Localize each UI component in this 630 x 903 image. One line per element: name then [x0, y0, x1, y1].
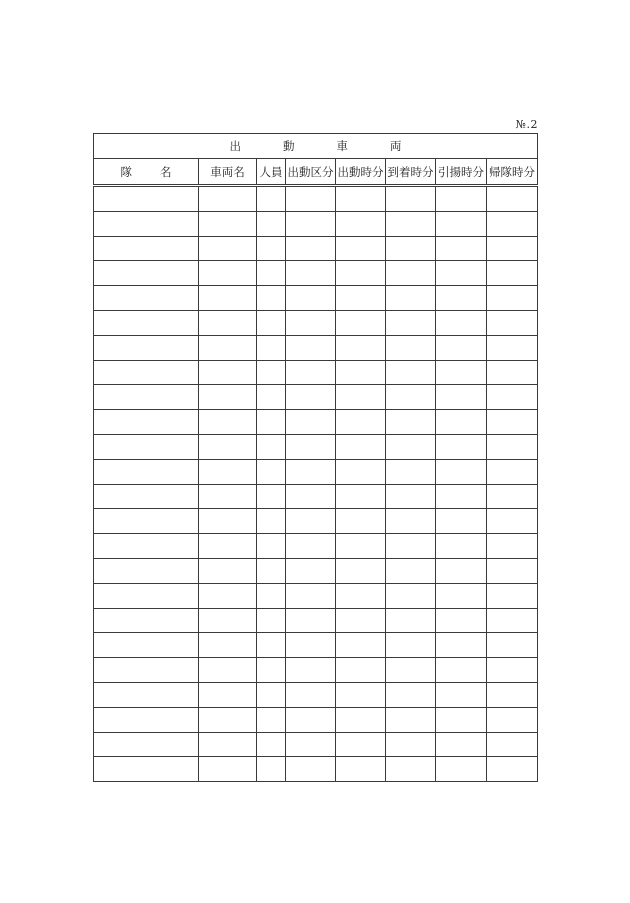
- table-cell: [436, 360, 487, 385]
- table-cell: [257, 558, 286, 583]
- table-cell: [94, 459, 199, 484]
- table-cell: [336, 360, 386, 385]
- table-cell: [257, 682, 286, 707]
- table-cell: [336, 186, 386, 212]
- table-cell: [286, 434, 336, 459]
- table-cell: [94, 509, 199, 534]
- table-cell: [94, 360, 199, 385]
- table-cell: [199, 757, 257, 782]
- table-cell: [436, 558, 487, 583]
- table-cell: [257, 434, 286, 459]
- table-cell: [386, 757, 436, 782]
- table-cell: [487, 261, 538, 286]
- title-char: 動: [283, 139, 295, 153]
- table-cell: [436, 385, 487, 410]
- table-cell: [487, 509, 538, 534]
- table-cell: [199, 583, 257, 608]
- table-row: [94, 261, 538, 286]
- table-cell: [336, 509, 386, 534]
- table-cell: [487, 286, 538, 311]
- table-cell: [257, 360, 286, 385]
- table-cell: [94, 633, 199, 658]
- table-cell: [199, 658, 257, 683]
- table-cell: [286, 484, 336, 509]
- table-cell: [257, 410, 286, 435]
- table-cell: [199, 335, 257, 360]
- table-cell: [257, 583, 286, 608]
- table-cell: [286, 410, 336, 435]
- table-cell: [487, 434, 538, 459]
- table-cell: [386, 360, 436, 385]
- table-cell: [94, 211, 199, 236]
- title-char: 出: [229, 139, 241, 153]
- table-cell: [94, 707, 199, 732]
- table-cell: [487, 335, 538, 360]
- table-row: [94, 385, 538, 410]
- table-cell: [94, 286, 199, 311]
- table-cell: [386, 732, 436, 757]
- table-cell: [487, 658, 538, 683]
- table-cell: [336, 707, 386, 732]
- table-row: [94, 509, 538, 534]
- table-title: [94, 134, 538, 159]
- table-cell: [487, 410, 538, 435]
- table-row: [94, 707, 538, 732]
- table-cell: [257, 310, 286, 335]
- table-cell: [286, 732, 336, 757]
- table-cell: [199, 434, 257, 459]
- title-char: 車: [336, 139, 348, 153]
- table-cell: [199, 509, 257, 534]
- table-cell: [336, 682, 386, 707]
- table-cell: [386, 484, 436, 509]
- table-cell: [487, 682, 538, 707]
- table-cell: [286, 211, 336, 236]
- table-cell: [336, 211, 386, 236]
- table-cell: [336, 459, 386, 484]
- table-cell: [487, 583, 538, 608]
- table-row: [94, 410, 538, 435]
- table-cell: [94, 682, 199, 707]
- table-row: [94, 434, 538, 459]
- table-cell: [487, 534, 538, 559]
- table-cell: [436, 658, 487, 683]
- table-cell: [257, 335, 286, 360]
- table-row: [94, 558, 538, 583]
- table-cell: [199, 310, 257, 335]
- column-header-personnel: 人員: [257, 159, 286, 186]
- column-header-withdrawal-time: 引揚時分: [436, 159, 487, 186]
- table-cell: [94, 385, 199, 410]
- table-cell: [286, 633, 336, 658]
- table-row: [94, 534, 538, 559]
- table-cell: [487, 633, 538, 658]
- column-header-vehicle-name: 車両名: [199, 159, 257, 186]
- table-cell: [286, 509, 336, 534]
- table-cell: [436, 608, 487, 633]
- table-cell: [286, 310, 336, 335]
- table-cell: [286, 186, 336, 212]
- table-cell: [94, 434, 199, 459]
- table-cell: [386, 186, 436, 212]
- table-row: [94, 459, 538, 484]
- table-cell: [436, 484, 487, 509]
- header-char: 名: [160, 164, 172, 179]
- table-cell: [436, 434, 487, 459]
- table-cell: [257, 757, 286, 782]
- table-row: [94, 310, 538, 335]
- column-header-dispatch-type: 出動区分: [286, 159, 336, 186]
- table-cell: [257, 608, 286, 633]
- table-cell: [199, 633, 257, 658]
- table-cell: [94, 335, 199, 360]
- table-cell: [94, 484, 199, 509]
- column-header-team-name: [94, 159, 199, 186]
- table-cell: [257, 633, 286, 658]
- table-cell: [336, 335, 386, 360]
- table-cell: [436, 286, 487, 311]
- table-cell: [436, 459, 487, 484]
- table-cell: [286, 261, 336, 286]
- table-cell: [336, 286, 386, 311]
- table-cell: [386, 509, 436, 534]
- table-cell: [286, 236, 336, 261]
- table-cell: [336, 484, 386, 509]
- table-cell: [336, 434, 386, 459]
- table-cell: [286, 534, 336, 559]
- title-char: 両: [390, 139, 402, 153]
- table-cell: [199, 459, 257, 484]
- table-cell: [487, 211, 538, 236]
- table-row: [94, 335, 538, 360]
- table-row: [94, 732, 538, 757]
- table-cell: [94, 558, 199, 583]
- table-cell: [286, 459, 336, 484]
- table-cell: [286, 360, 336, 385]
- table-cell: [257, 186, 286, 212]
- table-cell: [336, 608, 386, 633]
- table-cell: [94, 757, 199, 782]
- table-cell: [487, 385, 538, 410]
- table-cell: [436, 707, 487, 732]
- table-cell: [386, 236, 436, 261]
- table-cell: [94, 732, 199, 757]
- table-cell: [94, 261, 199, 286]
- table-cell: [487, 310, 538, 335]
- table-cell: [336, 410, 386, 435]
- table-cell: [386, 534, 436, 559]
- table-cell: [336, 633, 386, 658]
- table-cell: [487, 186, 538, 212]
- table-cell: [199, 682, 257, 707]
- table-cell: [257, 732, 286, 757]
- table-cell: [336, 534, 386, 559]
- table-cell: [199, 385, 257, 410]
- table-cell: [386, 286, 436, 311]
- table-cell: [257, 236, 286, 261]
- table-cell: [199, 286, 257, 311]
- table-cell: [386, 633, 436, 658]
- table-cell: [436, 509, 487, 534]
- table-cell: [336, 732, 386, 757]
- table-cell: [199, 236, 257, 261]
- table-cell: [487, 732, 538, 757]
- table-cell: [257, 707, 286, 732]
- table-cell: [199, 558, 257, 583]
- table-cell: [286, 682, 336, 707]
- header-char: 隊: [120, 164, 132, 179]
- table-cell: [336, 658, 386, 683]
- table-cell: [386, 211, 436, 236]
- table-row: [94, 186, 538, 212]
- table-cell: [286, 707, 336, 732]
- table-cell: [436, 732, 487, 757]
- table-cell: [257, 509, 286, 534]
- table-cell: [436, 211, 487, 236]
- table-cell: [336, 236, 386, 261]
- dispatch-vehicle-table: [93, 133, 538, 782]
- table-cell: [94, 310, 199, 335]
- table-cell: [286, 335, 336, 360]
- table-cell: [487, 236, 538, 261]
- table-cell: [286, 658, 336, 683]
- table-cell: [199, 186, 257, 212]
- table-cell: [199, 534, 257, 559]
- table-cell: [336, 558, 386, 583]
- table-row: [94, 633, 538, 658]
- table-cell: [94, 236, 199, 261]
- table-cell: [286, 286, 336, 311]
- table-cell: [199, 608, 257, 633]
- table-cell: [436, 310, 487, 335]
- table-cell: [436, 534, 487, 559]
- table-cell: [199, 261, 257, 286]
- table-cell: [257, 534, 286, 559]
- table-cell: [94, 186, 199, 212]
- table-cell: [199, 360, 257, 385]
- table-cell: [257, 385, 286, 410]
- column-header-return-time: 帰隊時分: [487, 159, 538, 186]
- table-row: [94, 682, 538, 707]
- table-cell: [436, 633, 487, 658]
- table-cell: [199, 410, 257, 435]
- table-cell: [436, 583, 487, 608]
- column-header-arrival-time: 到着時分: [386, 159, 436, 186]
- table-row: [94, 211, 538, 236]
- table-cell: [286, 558, 336, 583]
- table-cell: [286, 583, 336, 608]
- table-cell: [386, 608, 436, 633]
- table-cell: [386, 385, 436, 410]
- table-cell: [487, 558, 538, 583]
- table-cell: [386, 261, 436, 286]
- table-cell: [336, 757, 386, 782]
- table-cell: [386, 558, 436, 583]
- table-cell: [487, 757, 538, 782]
- table-cell: [386, 658, 436, 683]
- table-cell: [94, 534, 199, 559]
- table-cell: [487, 360, 538, 385]
- table-cell: [487, 484, 538, 509]
- table-cell: [257, 261, 286, 286]
- table-cell: [436, 335, 487, 360]
- table-cell: [94, 583, 199, 608]
- table-row: [94, 360, 538, 385]
- table-cell: [487, 707, 538, 732]
- table-cell: [436, 410, 487, 435]
- table-cell: [386, 459, 436, 484]
- table-cell: [386, 583, 436, 608]
- table-cell: [386, 310, 436, 335]
- table-row: [94, 236, 538, 261]
- table-cell: [336, 310, 386, 335]
- table-cell: [436, 236, 487, 261]
- table-cell: [436, 261, 487, 286]
- table-cell: [487, 459, 538, 484]
- table-cell: [336, 385, 386, 410]
- table-cell: [386, 682, 436, 707]
- table-cell: [199, 732, 257, 757]
- table-cell: [257, 286, 286, 311]
- table-cell: [336, 583, 386, 608]
- table-cell: [436, 186, 487, 212]
- table-row: [94, 484, 538, 509]
- table-cell: [436, 757, 487, 782]
- table-cell: [386, 434, 436, 459]
- table-row: [94, 658, 538, 683]
- table-cell: [386, 707, 436, 732]
- table-cell: [286, 385, 336, 410]
- table-row: [94, 757, 538, 782]
- table-cell: [257, 211, 286, 236]
- table-cell: [487, 608, 538, 633]
- table-cell: [286, 757, 336, 782]
- table-cell: [386, 410, 436, 435]
- table-cell: [199, 707, 257, 732]
- table-cell: [199, 484, 257, 509]
- table-row: [94, 608, 538, 633]
- table-cell: [436, 682, 487, 707]
- table-cell: [386, 335, 436, 360]
- column-header-dispatch-time: 出動時分: [336, 159, 386, 186]
- table-cell: [336, 261, 386, 286]
- table-row: [94, 286, 538, 311]
- table-cell: [257, 484, 286, 509]
- table-cell: [257, 459, 286, 484]
- table-cell: [199, 211, 257, 236]
- table-row: [94, 583, 538, 608]
- table-cell: [94, 608, 199, 633]
- table-cell: [257, 658, 286, 683]
- table-cell: [94, 410, 199, 435]
- table-cell: [94, 658, 199, 683]
- table-cell: [286, 608, 336, 633]
- page-number: №.2: [515, 118, 538, 131]
